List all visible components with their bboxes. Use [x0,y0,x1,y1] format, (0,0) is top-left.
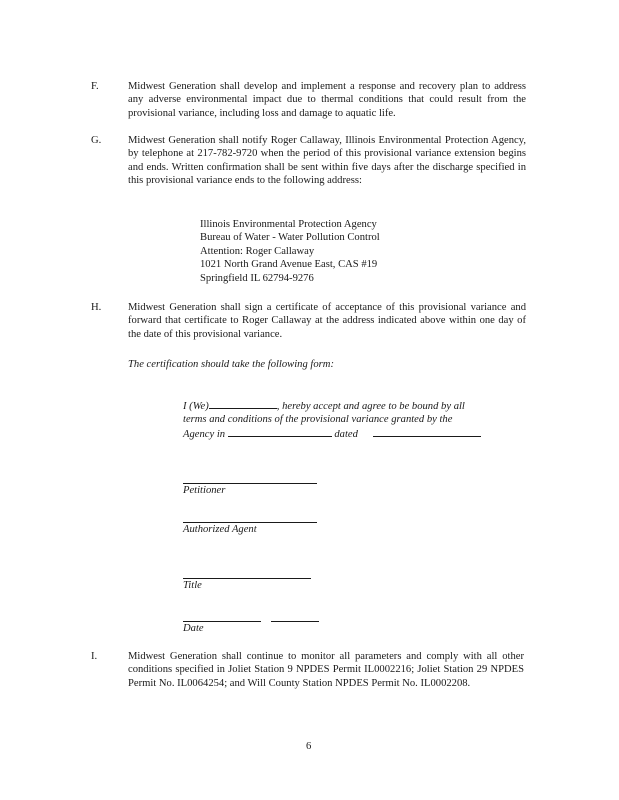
condition-text: Midwest Generation shall notify Roger Callaway, Illinois Environmental Protection Agency, by telephone at 217-782-9720 when the period of this provisional variance extension begins and ends. Written confirmation shall be sent within five days after the discharge specified in this provisional variance ends to the following address: [128,135,526,187]
agency-blank [228,427,332,437]
date-label: Date [183,623,204,634]
certificate-we: I (We) [183,401,209,412]
petitioner-label: Petitioner [183,485,226,496]
condition-label: G. [91,135,102,146]
title-label: Title [183,580,202,591]
certificate-dated: dated [334,428,358,440]
agent-label: Authorized Agent [183,524,257,535]
address-line: 1021 North Grand Avenue East, CAS #19 [200,259,378,271]
address-block [200,218,380,285]
date-line-2 [271,621,319,622]
condition-text: Midwest Generation shall continue to monitor all parameters and comply with all other conditions specified in Joliet Station 9 NPDES Permit IL0002216; Joliet Station 29 NPDES Permit No. IL0064254; and Will County Station NPDES Permit No. IL0002208. [128,651,524,689]
condition-text: Midwest Generation shall develop and implement a response and recovery plan to address any adverse environmental impact due to thermal conditions that could result from the provisional variance, including loss and damage to aquatic life. [128,81,526,119]
certificate-accept: , hereby accept and agree to be bound by all [276,401,465,412]
condition-label: H. [91,302,102,313]
address-line: Springfield IL 62794-9276 [200,272,314,284]
address-line: Bureau of Water - Water Pollution Control [200,232,380,244]
address-line: Illinois Environmental Protection Agency [200,219,377,230]
page-number: 6 [306,741,312,752]
name-blank [209,399,277,409]
condition-label: F. [91,81,99,92]
condition-label: I. [91,651,98,662]
certificate-agency: Agency in [183,428,226,440]
certification-intro: The certification should take the following form: [128,359,334,370]
certificate-line-2: terms and conditions of the provisional variance granted by the [183,414,453,426]
dated-blank [373,427,481,437]
condition-text: Midwest Generation shall sign a certificate of acceptance of this provisional variance and forward that certificate to Roger Callaway at the address indicated above within one day of the date of this provisional variance. [128,302,526,340]
address-line: Attention: Roger Callaway [200,245,315,257]
certificate-text [183,399,513,441]
title-signature-line [183,578,311,579]
